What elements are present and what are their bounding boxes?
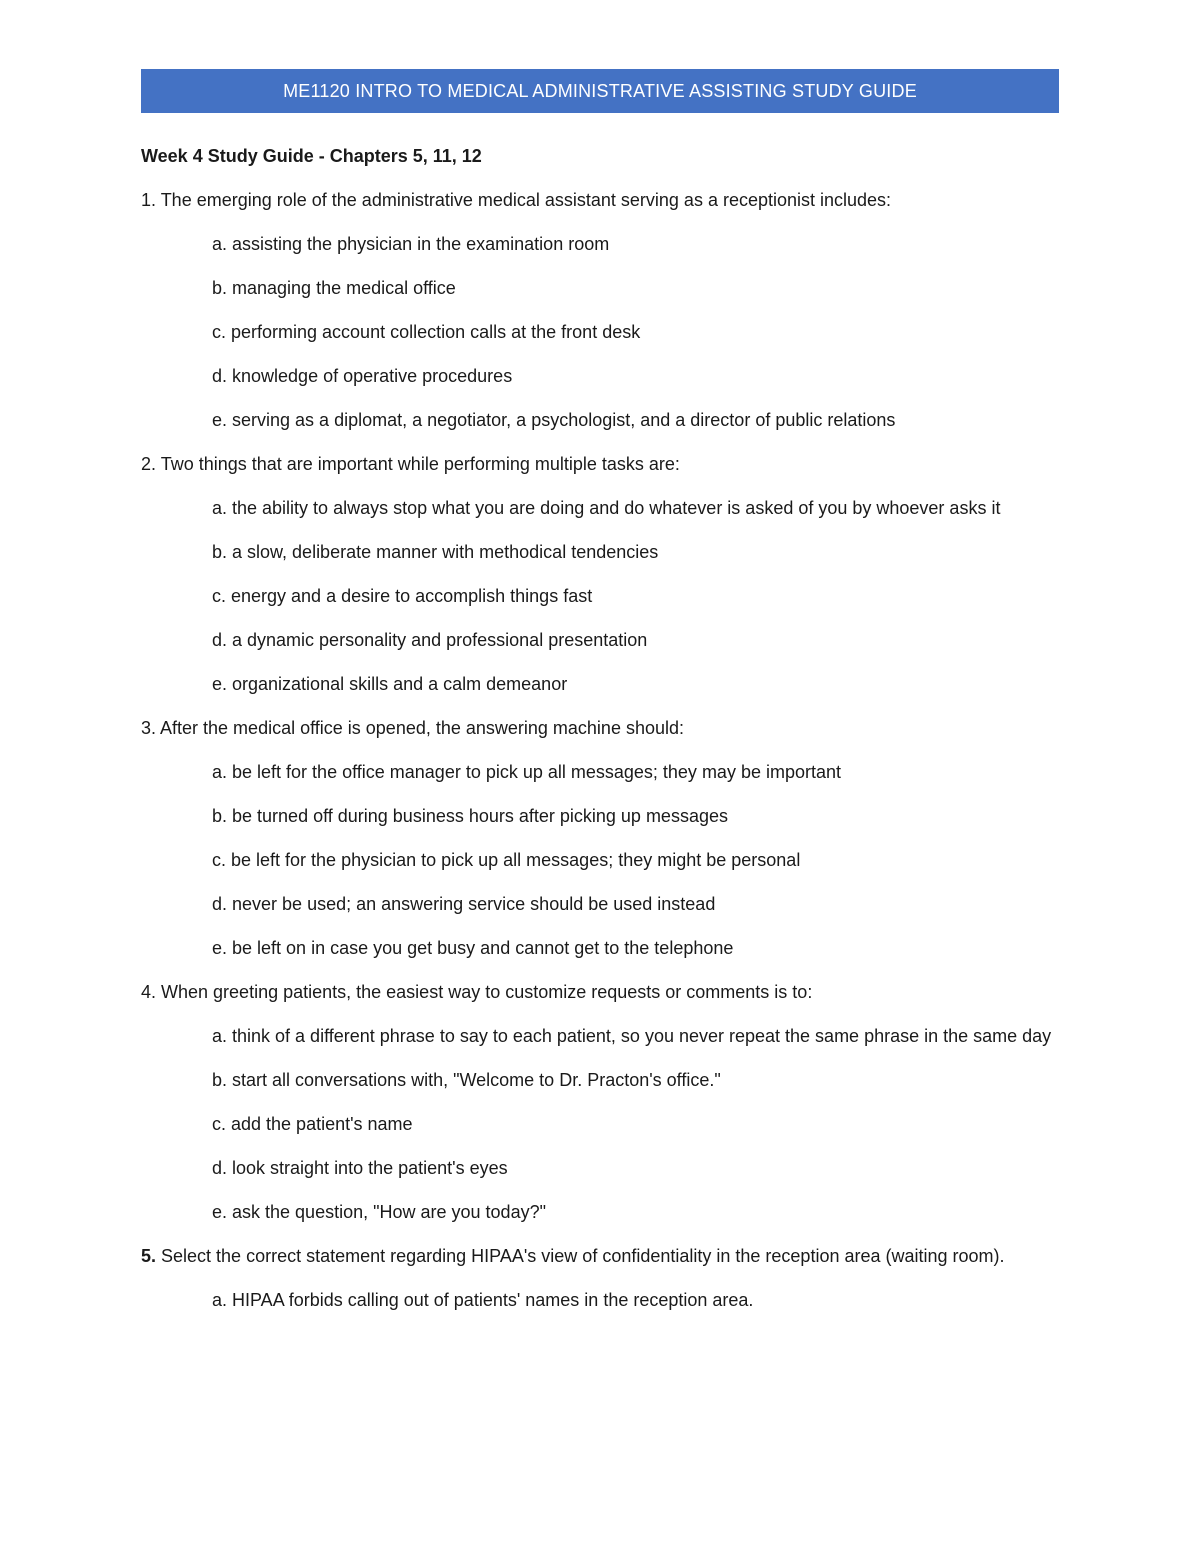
- question-text: Two things that are important while performing multiple tasks are:: [156, 454, 680, 474]
- question-1-option-c: c. performing account collection calls at the front desk: [212, 322, 641, 342]
- question-2-option-a: a. the ability to always stop what you are doing and do whatever is asked of you by whoever asks it: [212, 498, 1001, 518]
- question-3-option-b: b. be turned off during business hours after picking up messages: [212, 806, 728, 826]
- question-2-option-e: e. organizational skills and a calm demeanor: [212, 674, 568, 694]
- question-2-option-d: d. a dynamic personality and professional presentation: [212, 630, 648, 650]
- question-4: [141, 977, 1059, 1007]
- question-1-option-a: a. assisting the physician in the examination room: [212, 234, 610, 254]
- question-text: When greeting patients, the easiest way to customize requests or comments is to:: [156, 982, 813, 1002]
- question-3-option-d: d. never be used; an answering service should be used instead: [212, 894, 716, 914]
- question-number: 2.: [141, 454, 157, 474]
- study-guide-content: [141, 141, 1059, 1329]
- question-3: [141, 713, 1059, 743]
- question-4-option-a: a. think of a different phrase to say to each patient, so you never repeat the same phrase in the same day: [212, 1026, 1052, 1046]
- question-5-option-a: a. HIPAA forbids calling out of patients' names in the reception area.: [212, 1290, 754, 1310]
- question-2-option-c: c. energy and a desire to accomplish things fast: [212, 586, 593, 606]
- question-2: [141, 449, 1059, 479]
- question-3-option-c: c. be left for the physician to pick up all messages; they might be personal: [212, 850, 801, 870]
- question-number: 4.: [141, 982, 157, 1002]
- question-1: [141, 185, 1059, 215]
- question-2-option-b: b. a slow, deliberate manner with methodical tendencies: [212, 542, 659, 562]
- question-text: Select the correct statement regarding HIPAA's view of confidentiality in the reception area (waiting room).: [156, 1246, 1005, 1266]
- question-1-option-d: d. knowledge of operative procedures: [212, 366, 513, 386]
- question-number: 3.: [141, 718, 157, 738]
- document-header-bar: [141, 69, 1059, 113]
- question-number: 5.: [141, 1246, 157, 1266]
- question-3-option-e: e. be left on in case you get busy and cannot get to the telephone: [212, 938, 734, 958]
- question-4-option-d: d. look straight into the patient's eyes: [212, 1158, 508, 1178]
- question-number: 1.: [141, 190, 157, 210]
- question-4-option-c: c. add the patient's name: [212, 1114, 413, 1134]
- question-1-option-e: e. serving as a diplomat, a negotiator, a psychologist, and a director of public relations: [212, 410, 896, 430]
- question-4-option-e: e. ask the question, "How are you today?": [212, 1202, 546, 1222]
- question-5: [141, 1241, 1059, 1271]
- question-text: The emerging role of the administrative medical assistant serving as a receptionist includes:: [156, 190, 892, 210]
- guide-title: Week 4 Study Guide - Chapters 5, 11, 12: [141, 146, 482, 166]
- document-header-title: ME1120 INTRO TO MEDICAL ADMINISTRATIVE ASSISTING STUDY GUIDE: [283, 80, 917, 101]
- question-text: After the medical office is opened, the answering machine should:: [156, 718, 685, 738]
- question-4-option-b: b. start all conversations with, "Welcome to Dr. Practon's office.": [212, 1070, 721, 1090]
- question-3-option-a: a. be left for the office manager to pick up all messages; they may be important: [212, 762, 841, 782]
- question-1-option-b: b. managing the medical office: [212, 278, 456, 298]
